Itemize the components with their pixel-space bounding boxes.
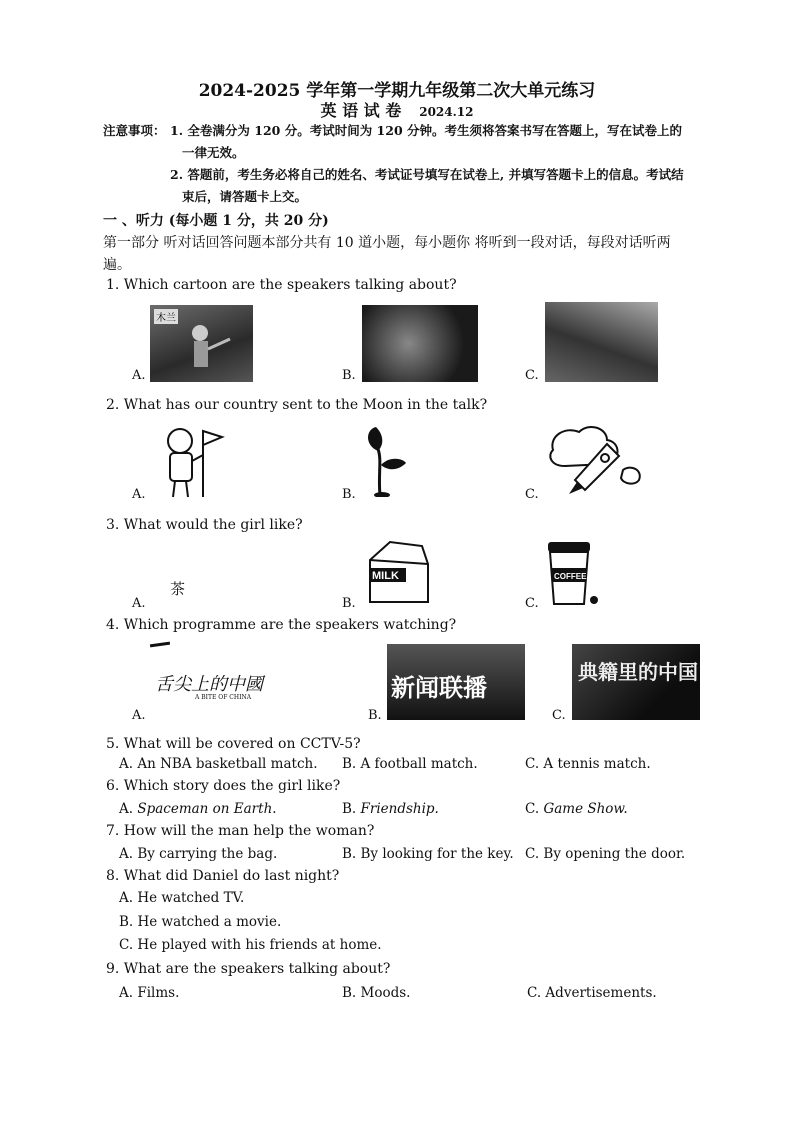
question-9: 9. What are the speakers talking about? xyxy=(106,961,391,977)
news-broadcast-text: 新闻联播 xyxy=(391,674,487,702)
question-2: 2. What has our country sent to the Moon in the talk? xyxy=(106,397,488,413)
notice-item-2b: 束后，请答题卡上交。 xyxy=(182,189,308,204)
section-heading: 一 、听力 (每小题 1 分，共 20 分) xyxy=(103,213,329,229)
q9-option-a: A. Films. xyxy=(119,985,180,1001)
brush-stroke xyxy=(150,642,170,648)
question-5: 5. What will be covered on CCTV-5? xyxy=(106,736,361,752)
question-7: 7. How will the man help the woman? xyxy=(106,823,375,839)
notice-label: 注意事项： xyxy=(103,123,166,138)
coffee-text: COFFEE xyxy=(554,572,587,581)
news-broadcast-image xyxy=(387,644,525,720)
classics-china-image xyxy=(572,644,700,720)
q6-title-b: Friendship. xyxy=(360,801,439,817)
q2-option-a: A. xyxy=(132,487,146,502)
milk-text: MILK xyxy=(372,570,399,582)
exam-title: 2024-2025 学年第一学期九年级第二次大单元练习 xyxy=(198,81,596,101)
subject-title: 英 语 试 卷 xyxy=(320,101,402,120)
q6-title-a: Spaceman on Earth. xyxy=(137,801,277,817)
tea-label: 茶 xyxy=(170,580,186,598)
question-8: 8. What did Daniel do last night? xyxy=(106,868,340,884)
q8-option-c: C. He played with his friends at home. xyxy=(119,937,382,953)
q1-option-b: B. xyxy=(342,368,356,383)
q6-title-c: Game Show. xyxy=(543,801,628,817)
bite-of-china-logo: 舌尖上的中國 xyxy=(155,674,263,695)
forest-cartoon-image xyxy=(545,302,658,382)
q4-option-a: A. xyxy=(132,708,146,723)
question-4: 4. Which programme are the speakers watching? xyxy=(106,617,457,633)
question-1: 1. Which cartoon are the speakers talking about? xyxy=(106,277,457,293)
notice-item-1b: 一律无效。 xyxy=(182,145,245,160)
exam-date: 2024.12 xyxy=(419,105,474,119)
lion-king-cartoon-image xyxy=(362,305,478,382)
q6-option-c: C. Game Show. xyxy=(525,801,628,817)
coffee-cup-icon xyxy=(540,538,604,610)
milk-carton-icon xyxy=(362,538,434,608)
section-intro-a: 第一部分 听对话回答问题本部分共有 10 道小题，每小题你 将听到一段对话，每段对话听两 xyxy=(103,235,671,251)
q8-option-a: A. He watched TV. xyxy=(119,890,245,906)
mulan-label: 木兰 xyxy=(154,309,178,324)
q1-option-c: C. xyxy=(525,368,539,383)
q2-option-c: C. xyxy=(525,487,539,502)
q3-option-a: A. xyxy=(132,596,146,611)
figure-icon xyxy=(170,319,240,379)
q3-option-b: B. xyxy=(342,596,356,611)
notice-item-2a: 2. 答题前，考生务必将自己的姓名、考试证号填写在试卷上, 并填写答题卡上的信息。考试结 xyxy=(170,167,684,182)
q1-option-a: A. xyxy=(132,368,146,383)
mulan-cartoon-image xyxy=(150,305,253,382)
section-intro-b: 遍。 xyxy=(103,257,131,273)
bite-of-china-subtitle: A BITE OF CHINA xyxy=(195,694,252,701)
q7-option-c: C. By opening the door. xyxy=(525,846,686,862)
q3-option-c: C. xyxy=(525,596,539,611)
q4-option-c: C. xyxy=(552,708,566,723)
question-6: 6. Which story does the girl like? xyxy=(106,778,341,794)
astronaut-icon xyxy=(158,425,228,500)
q4-option-b: B. xyxy=(368,708,382,723)
q8-option-b: B. He watched a movie. xyxy=(119,914,282,930)
seedling-icon xyxy=(360,425,410,497)
rocket-icon xyxy=(545,420,645,500)
q6-option-b: B. Friendship. xyxy=(342,801,439,817)
question-3: 3. What would the girl like? xyxy=(106,517,303,533)
q5-option-b: B. A football match. xyxy=(342,756,478,772)
q9-option-c: C. Advertisements. xyxy=(527,985,657,1001)
q2-option-b: B. xyxy=(342,487,356,502)
classics-china-text: 典籍里的中国 xyxy=(578,660,698,684)
q5-option-c: C. A tennis match. xyxy=(525,756,651,772)
q6-option-a: A. Spaceman on Earth. xyxy=(119,801,277,817)
q5-option-a: A. An NBA basketball match. xyxy=(119,756,318,772)
q7-option-b: B. By looking for the key. xyxy=(342,846,514,862)
q9-option-b: B. Moods. xyxy=(342,985,411,1001)
notice-item-1a: 1. 全卷满分为 120 分。考试时间为 120 分钟。考生须将答案书写在答题上，写在试卷上的 xyxy=(170,123,682,138)
exam-subtitle xyxy=(0,98,794,121)
q7-option-a: A. By carrying the bag. xyxy=(119,846,278,862)
